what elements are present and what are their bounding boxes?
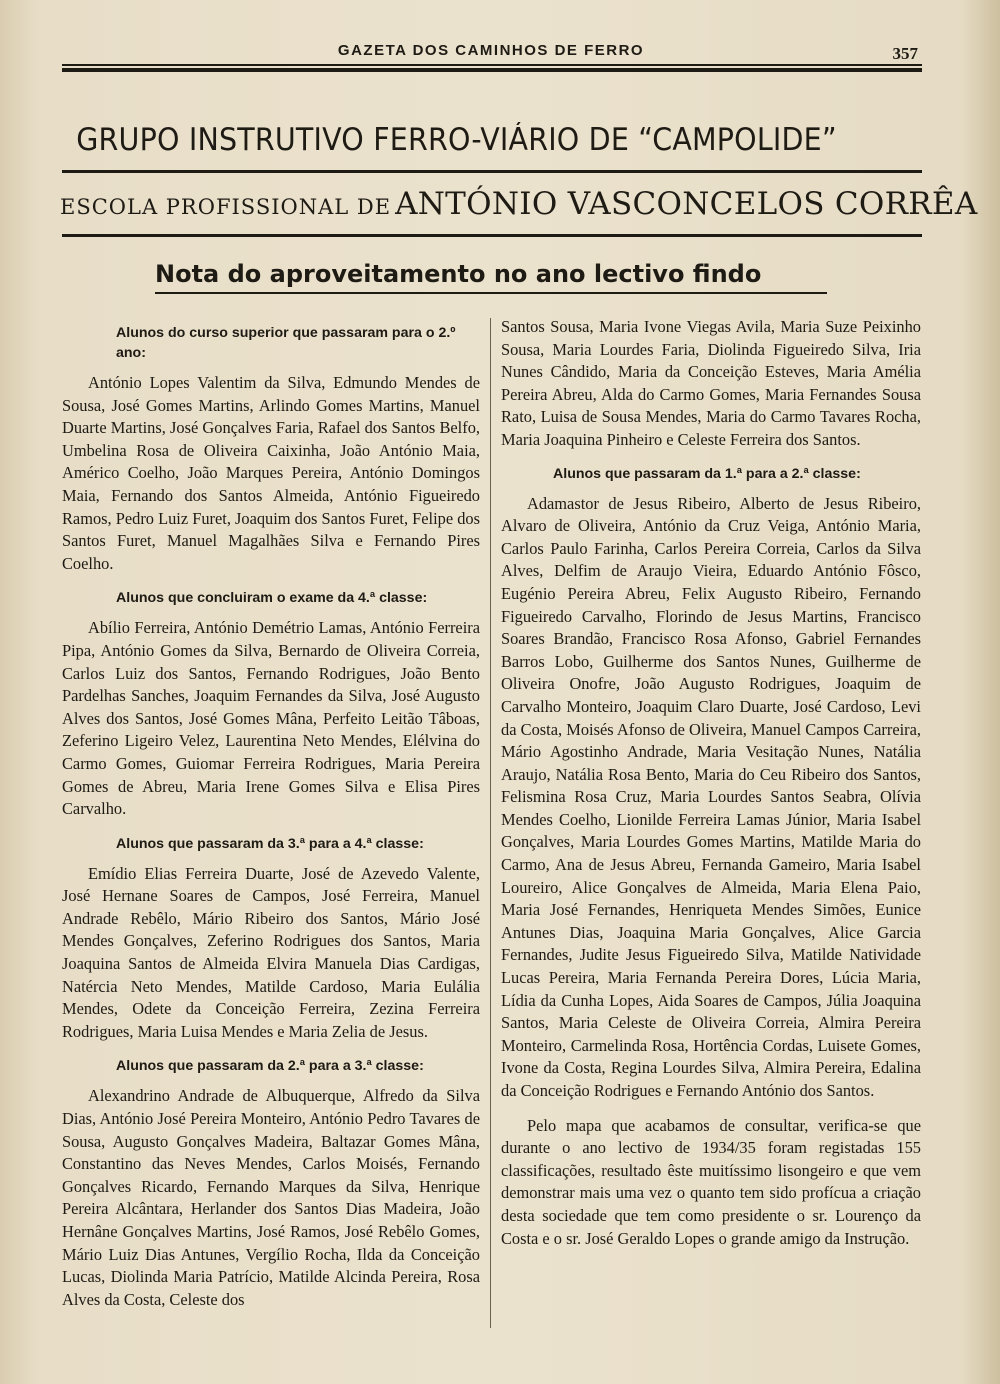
head-rule-thick bbox=[62, 68, 922, 72]
left-column bbox=[62, 316, 480, 1311]
journal-title: GAZETA DOS CAMINHOS DE FERRO bbox=[337, 42, 645, 59]
list-2-para-3-classe: Alexandrino Andrade de Albuquerque, Alfredo da Silva Dias, António José Pereira Monteiro, António Pedro Tavares de Sousa, Augusto Gonçalves Madeira, Baltazar Gomes Mâna, Constantino das Neves Mendes, Carlos Moisés, Fernando Gonçalves Ricardo, Fernando Marques da Silva, Henrique Pereira Alcântara, Herlander dos Santos Dias Madeira, João Hernâne Gonçalves Martins, José Ramos, José Rebêlo Gomes, Mário Luiz Dias Antunes, Vergílio Rocha, Ilda da Conceição Lucas, Diolinda Maria Patrício, Matilde Alcinda Pereira, Rosa Alves da Costa, Celeste dos bbox=[62, 1086, 480, 1309]
running-head bbox=[62, 42, 920, 64]
list-exame-4-classe: Abílio Ferreira, António Demétrio Lamas, António Ferreira Pipa, António Gomes da Silva, Bernardo de Oliveira Correia, Carlos Luiz dos Santos, Fernando Rodrigues, João Bento Pardelhas Sanches, Joaquim Fernandes da Silva, José Augusto Alves dos Santos, José Gomes Mâna, Perfeito Leitão Tâboas, Zeferino Ligeiro Velez, Laurentina Neto Mendes, Elélvina do Carmo Gomes, Guiomar Ferreira Rodrigues, Maria Pereira Gomes de Abreu, Maria Irene Gomes Silva e Elisa Pires Carvalho. bbox=[62, 618, 480, 819]
column-divider bbox=[490, 318, 491, 1328]
article-title: GRUPO INSTRUTIVO FERRO-VIÁRIO DE “CAMPOLIDE” bbox=[76, 122, 837, 158]
heading-3-para-4-classe: Alunos que passaram da 3.ª para a 4.ª classe: bbox=[116, 835, 424, 852]
heading-exame-4-classe: Alunos que concluiram o exame da 4.ª classe: bbox=[116, 590, 428, 607]
head-rule-thin bbox=[62, 64, 922, 66]
subtitle-rule bbox=[62, 234, 922, 237]
subtitle-prefix: ESCOLA PROFISSIONAL DE bbox=[60, 195, 392, 219]
heading-1-para-2-classe: Alunos que passaram da 1.ª para a 2.ª classe: bbox=[553, 465, 861, 482]
title-rule bbox=[62, 170, 922, 173]
list-1-para-2-classe: Adamastor de Jesus Ribeiro, Alberto de Jesus Ribeiro, Alvaro de Oliveira, António da Cruz Veiga, António Maria, Carlos Paulo Farinha, Carlos Pereira Correia, Carlos da Silva Alves, Delfim de Araujo Vieira, Eduardo António Fôsco, Eugénio Pereira Abreu, Felix Augusto Ribeiro, Fernando Figueiredo Carvalho, Florindo de Jesus Martins, Francisco Soares Brandão, Francisco Rosa Afonso, Gabriel Fernandes Barros Lobo, Guilherme dos Santos Nunes, Guilherme de Oliveira Onofre, João Augusto Rodrigues, Joaquim de Carvalho Monteiro, Joaquim Claro Duarte, José Cardoso, Levi da Costa, Moisés Afonso de Oliveira, Manuel Campos Carreira, Mário Agostinho Andrade, Maria Vesitação Nunes, Natália Araujo, Natália Rosa Bento, Maria do Ceu Ribeiro dos Santos, Felismina Rosa Cruz, Maria Lourdes Santos Seabra, Olívia Mendes Coelho, Lionilde Ferreira Lamas Júnior, Maria Isabel Gonçalves, Maria Lourdes Gomes Martins, Matilde Maria do Carmo, Ana de Jesus Abreu, Fernanda Gameiro, Maria Isabel Loureiro, Alice Gonçalves de Almeida, Maria Elena Paio, Maria José Fernandes, Henriqueta Mendes Simões, Eunice Antunes Dias, Joaquina Maria Gonçalves, Alice Garcia Fernandes, Judite Jesus Figueiredo Silva, Matilde Natividade Lucas Pereira, Maria Fernanda Pereira Dores, Lúcia Maria, Lídia da Cunha Lopes, Aida Soares de Campos, Júlia Joaquina Santos, Maria Celeste de Oliveira Correia, Almira Pereira Monteiro, Carmelinda Rosa, Hortência Cordas, Luisete Gomes, Ivone da Costa, Regina Lourdes Silva, Almira Pereira, Edalina da Conceição Rodrigues e Fernando António dos Santos. bbox=[501, 493, 921, 1100]
heading-curso-superior: Alunos do curso superior que passaram para o 2.º ano: bbox=[116, 325, 456, 361]
heading-2-para-3-classe: Alunos que passaram da 2.ª para a 3.ª classe: bbox=[116, 1058, 424, 1075]
page-number: 357 bbox=[892, 44, 918, 63]
right-column bbox=[501, 316, 921, 1250]
list-curso-superior: António Lopes Valentim da Silva, Edmundo Mendes de Sousa, José Gomes Martins, Arlindo Gomes Martins, Manuel Duarte Martins, José Gonçalves Faria, Rafael dos Santos Belfo, Umbelina Rosa de Oliveira Caixinha, João António Maia, Américo Coelho, João Marques Pereira, António Domingos Maia, Fernando dos Santos Almeida, António Figueiredo Ramos, Pedro Luiz Furet, Joaquim dos Santos Furet, Felipe dos Santos Furet, Manuel Magalhães Silva e Fernando Pires Coelho. bbox=[62, 373, 480, 573]
article-subtitle bbox=[60, 186, 978, 222]
list-3-para-4-classe: Emídio Elias Ferreira Duarte, José de Azevedo Valente, José Hernane Soares de Campos, José Ferreira, Manuel Andrade Rebêlo, Mário Ribeiro dos Santos, Mário José Mendes Gonçalves, Zeferino Rodrigues dos Santos, Maria Joaquina Santos de Almeida Elvira Manuela Dias Cardigas, Natércia Neto Mendes, Matilde Cardoso, Maria Eulália Mendes, Odete da Conceição Ferreira, Zezina Ferreira Rodrigues, Maria Luisa Mendes e Maria Zelia de Jesus. bbox=[62, 863, 480, 1041]
section-title-underline bbox=[155, 292, 827, 294]
closing-paragraph: Pelo mapa que acabamos de consultar, verifica-se que durante o ano lectivo de 1934/35 foram registadas 155 classificações, resultado êste muitíssimo lisongeiro e que vem demonstrar mais uma vez o quanto tem sido profícua a criação desta sociedade que tem como presidente o sr. Lourenço da Costa e o sr. José Geraldo Lopes o grande amigo da Instrução. bbox=[501, 1115, 921, 1248]
list-2-para-3-classe-continued: Santos Sousa, Maria Ivone Viegas Avila, Maria Suze Peixinho Sousa, Maria Lourdes Faria, Diolinda Figueiredo Silva, Iria Nunes Cândido, Maria da Conceição Esteves, Maria Amélia Pereira Abreu, Alda do Carmo Gomes, Maria Fernandes Sousa Rato, Luisa de Sousa Mendes, Maria do Carmo Tavares Rocha, Maria Joaquina Pinheiro e Celeste Ferreira dos Santos. bbox=[501, 317, 921, 449]
section-title: Nota do aproveitamento no ano lectivo findo bbox=[155, 260, 762, 288]
subtitle-name: ANTÓNIO VASCONCELOS CORRÊA bbox=[395, 186, 978, 222]
